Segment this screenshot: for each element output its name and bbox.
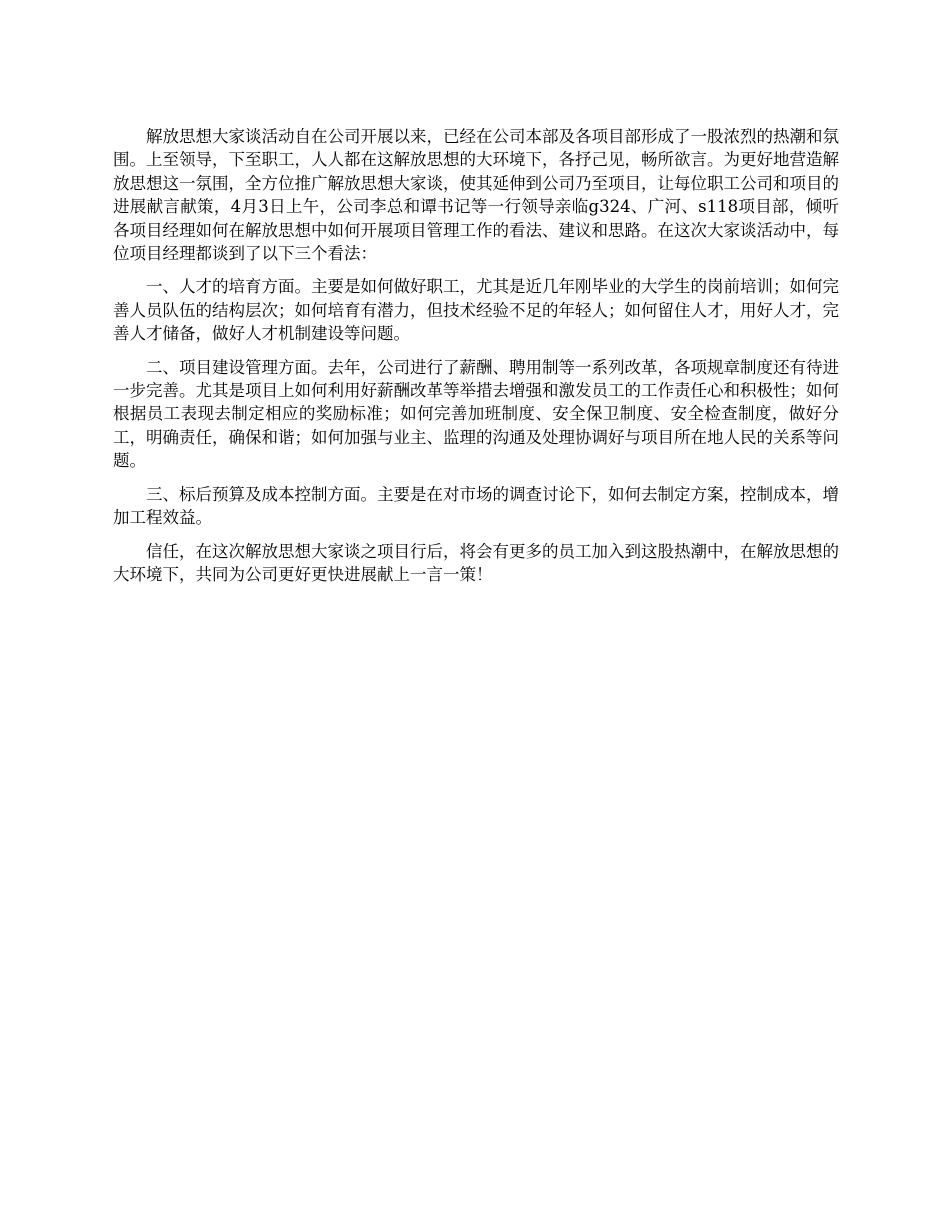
intro-paragraph: 解放思想大家谈活动自在公司开展以来，已经在公司本部及各项目部形成了一股浓烈的热潮和氛围。上至领导，下至职工，人人都在这解放思想的大环境下，各抒己见，畅所欲言。为更好地营造解放思想这一氛围，全方位推广解放思想大家谈，使其延伸到公司乃至项目，让每位职工公司和项目的进展献言献策，4月3日上午，公司李总和谭书记等一行领导亲临g324、广河、s118项目部，倾听各项目经理如何在解放思想中如何开展项目管理工作的看法、建议和思路。在这次大家谈活动中，每位项目经理都谈到了以下三个看法：: [113, 127, 839, 264]
cost-control-paragraph: 三、标后预算及成本控制方面。主要是在对市场的调查讨论下，如何去制定方案，控制成本，增加工程效益。: [113, 484, 839, 528]
document-body: [113, 125, 839, 596]
talent-cultivation-paragraph: 一、人才的培育方面。主要是如何做好职工，尤其是近几年刚毕业的大学生的岗前培训；如何完善人员队伍的结构层次；如何培育有潜力，但技术经验不足的年轻人；如何留住人才，用好人才，完善人才储备，做好人才机制建设等问题。: [113, 277, 839, 344]
conclusion-paragraph: 信任，在这次解放思想大家谈之项目行后，将会有更多的员工加入到这股热潮中，在解放思想的大环境下，共同为公司更好更快进展献上一言一策！: [113, 541, 839, 584]
project-management-paragraph: 二、项目建设管理方面。去年，公司进行了薪酬、聘用制等一系列改革，各项规章制度还有待进一步完善。尤其是项目上如何利用好薪酬改革等举措去增强和激发员工的工作责任心和积极性；如何根据员工表现去制定相应的奖励标准；如何完善加班制度、安全保卫制度、安全检查制度，做好分工，明确责任，确保和谐；如何加强与业主、监理的沟通及处理协调好与项目所在地人民的关系等问题。: [113, 357, 839, 471]
